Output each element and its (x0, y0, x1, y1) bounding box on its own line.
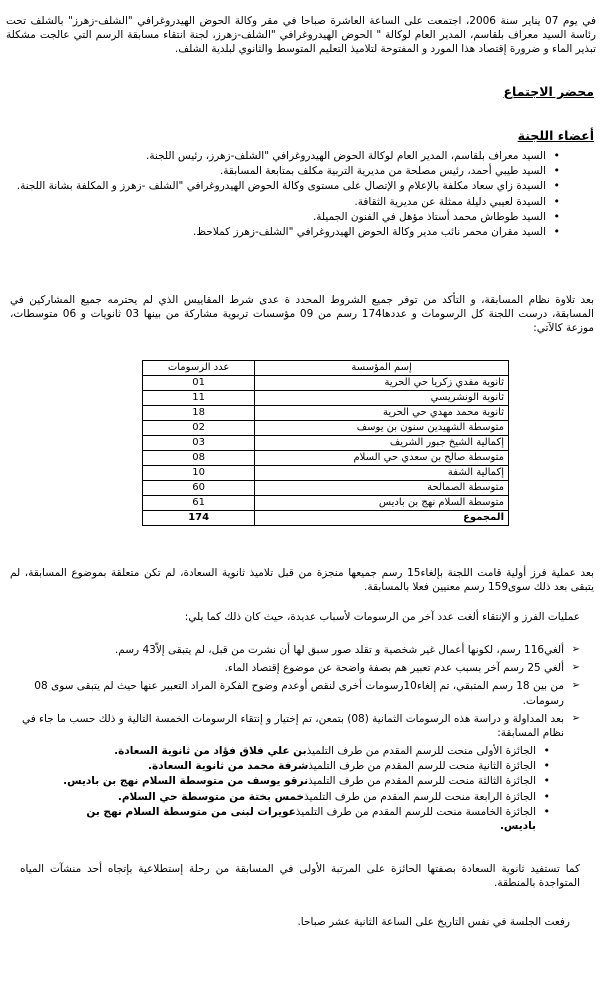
school-cell: متوسطة الصمالحة (255, 481, 509, 496)
school-cell: ثانوية محمد مهدي حي الحرية (255, 406, 509, 421)
table-row (143, 481, 509, 496)
session-title: محضر الاجتماع (503, 84, 594, 99)
table-total-row (143, 511, 509, 526)
closing-line: رفعت الجلسة في نفس التاريخ على الساعة الثانية عشر صباحا. (297, 916, 570, 928)
prize-item (60, 774, 550, 788)
prize-winner: عويرات لبنى من متوسطة السلام نهج بن باديس. (86, 805, 536, 832)
table-row (143, 421, 509, 436)
sorting-steps-list (10, 643, 580, 744)
sorting-step: ➢ بعد المداولة و دراسة هذه الرسومات الثمانية (08) بتمعن، تم إختيار و إنتقاء الرسومات الخمسة التالية و ذلك حسب ما جاء في نظام المسابقة: (10, 712, 580, 740)
prize-text: الجائزة الخامسة منحت للرسم المقدم من طرف التلميذ (295, 805, 536, 818)
table-row (143, 376, 509, 391)
prizes-list (60, 744, 550, 834)
count-cell: 01 (143, 376, 255, 391)
prize-winner: شرفة محمد من ثانوية السعادة. (148, 760, 309, 773)
school-cell: متوسطة صالح بن سعدي حي السلام (255, 451, 509, 466)
member-item: • السيدة لعيبي دليلة ممثلة عن مديرية الثقافة. (8, 195, 560, 209)
member-item: • السيد طيبي أحمد، رئيس مصلحة من مديرية التربية مكلف بمتابعة المسابقة. (8, 164, 560, 178)
prize-item (60, 790, 550, 804)
prize-winner: خمس بختة من متوسطة حي السلام. (117, 790, 305, 803)
header-count: عدد الرسومات (143, 361, 255, 376)
school-cell: متوسطة السلام نهج بن باديس (255, 496, 509, 511)
table-row (143, 466, 509, 481)
prize-item (60, 759, 550, 773)
closing-paragraph: كما تستفيد ثانوية السعادة بصفتها الحائزة على المرتبة الأولى في المسابقة من رحلة إستطلاعية بإتجاه أحد منشآت المياه المتواجدة بالمنطقة. (20, 863, 580, 890)
member-item: • السيد مقران محمر نائب مدير وكالة الحوض الهيدروغرافي "الشلف-زهرز كملاحظ. (8, 225, 560, 239)
members-title: أعضاء اللجنة (517, 128, 594, 143)
table-row (143, 391, 509, 406)
sorting-step: ➢ من بين 18 رسم المتبقي، تم إلغاء10رسومات أخرى لنقص أوعدم وضوح الفكرة المراد التعبير عنها حيث لم يتبقى سوى 08 رسومات. (10, 679, 580, 707)
count-cell: 03 (143, 436, 255, 451)
intro-paragraph: في يوم 07 يناير سنة 2006، اجتمعت على الساعة العاشرة صباحا في مقر وكالة الحوض الهيدروغرافي "الشلف-زهرز" بالشلف تحت رئاسة السيد معراف بلقاسم، المدير العام لوكالة " الحوض الهيدروغرافي "الشلف-زهرز، لجنة انتقاء مسابقة الرسم التي عالجت مشكلة تبذير الماء و ضرورة إقتصاد هذا المورد و المفتوحة لتلاميذ التعليم المتوسط والثانوي لبلدية الشلف. (6, 15, 596, 56)
prize-text: الجائزة الأولى منحت للرسم المقدم من طرف التلميذ (306, 745, 536, 757)
school-cell: إكمالية الشفة (255, 466, 509, 481)
count-cell: 11 (143, 391, 255, 406)
total-label: المجموع (255, 511, 509, 526)
prize-item (60, 805, 550, 833)
school-cell: ثانوية مفدي زكريا حي الحرية (255, 376, 509, 391)
table-row (143, 496, 509, 511)
prize-text: الجائزة الثانية منحت للرسم المقدم من طرف التلميذ (308, 760, 536, 773)
prize-winner: بن علي فلاق فؤاد من ثانوية السعادة. (114, 745, 307, 757)
review-paragraph: بعد تلاوة نظام المسابقة، و التأكد من توفر جميع الشروط المحدد ة عدى شرط المقاييس الذي لم يحترمه جميع المشاركين في المسابقة، درست اللجنة كل الرسومات و عددها174 رسم من 09 مؤسسات تربوية مشاركة من بينها 03 ثانويات و 06 متوسطات، موزعة كالآتي: (10, 294, 594, 335)
count-cell: 18 (143, 406, 255, 421)
school-cell: متوسطة الشهيدين سنون بن يوسف (255, 421, 509, 436)
sorting-paragraph: بعد عملية فرز أولية قامت اللجنة بإلغاء15 رسم جميعها منجزة من قبل تلاميذ ثانوية السعادة، لم تكن متعلقة بموضوع المسابقة، لم يتبقى بعد ذلك سوى159 رسم معنيين فعلا بالمسابقة. (10, 567, 594, 594)
table-header-row (143, 361, 509, 376)
table-row (143, 451, 509, 466)
sorting-step: ➢ ألغي116 رسم، لكونها أعمال غير شخصية و تقلد صور سبق لها أن نشرت من قبل، لم يتبقى إلاّ43 رسم. (10, 643, 580, 657)
count-cell: 61 (143, 496, 255, 511)
prize-text: الجائزة الرابعة منحت للرسم المقدم من طرف التلميذ (304, 790, 536, 803)
members-list (8, 149, 560, 240)
member-item: • السيد معراف بلقاسم، المدير العام لوكالة الحوض الهيدروغرافي "الشلف-زهرز، رئيس اللجنة. (8, 149, 560, 163)
member-item: • السيدة زاي سعاد مكلفة بالإعلام و الإتصال على مستوى وكالة الحوض الهيدروغرافي "الشلف -زهرز و المكلفة بشانة اللجنة. (8, 179, 560, 193)
drawings-table (142, 360, 509, 526)
sorting-intro: عمليات الفرز و الإنتقاء ألغت عدد آخر من الرسومات لأسباب عديدة، حيث كان ذلك كما يلي: (184, 611, 580, 623)
table-row (143, 436, 509, 451)
header-school: إسم المؤسسة (255, 361, 509, 376)
count-cell: 08 (143, 451, 255, 466)
sorting-step: ➢ ألغي 25 رسم آخر بسبب عدم تعبير هم بصفة واضحة عن موضوع إقتصاد الماء. (10, 661, 580, 675)
count-cell: 60 (143, 481, 255, 496)
school-cell: ثانوية الونشريسي (255, 391, 509, 406)
school-cell: إكمالية الشيخ جبور الشريف (255, 436, 509, 451)
prize-item (60, 744, 550, 758)
table-row (143, 406, 509, 421)
count-cell: 02 (143, 421, 255, 436)
count-cell: 10 (143, 466, 255, 481)
total-value: 174 (143, 511, 255, 526)
prize-text: الجائزة الثالثة منحت للرسم المقدم من طرف التلميذ (308, 775, 536, 788)
prize-winner: نرقو يوسف من متوسطة السلام نهج بن باديس. (63, 775, 309, 788)
member-item: • السيد طوطاش محمد أستاذ مؤهل في الفنون الجميلة. (8, 210, 560, 224)
